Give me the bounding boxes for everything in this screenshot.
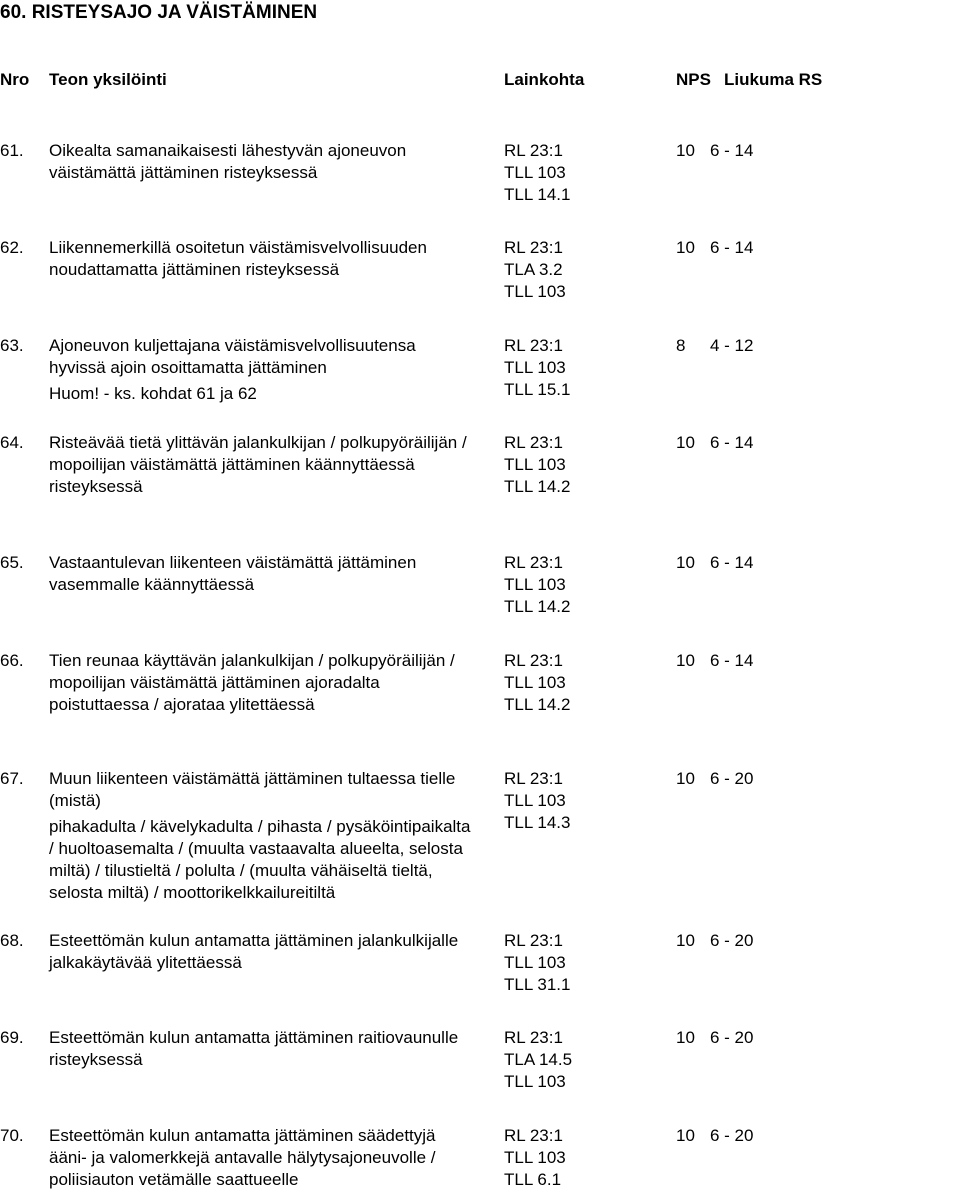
law-line: TLL 14.2 [504,695,571,714]
law-line: TLA 14.5 [504,1050,573,1069]
law-line: TLL 15.1 [504,380,571,399]
law-reference [504,1027,572,1093]
law-reference [504,335,570,401]
description-line: Esteettömän kulun antamatta jättäminen säädettyjä [49,1126,436,1145]
law-line: TLL 31.1 [504,975,571,994]
law-reference [504,650,570,716]
nps-value: 10 [676,433,695,452]
law-line: TLL 103 [504,575,566,594]
law-reference [504,237,566,303]
law-line: RL 23:1 [504,553,563,572]
law-reference [504,140,570,206]
law-reference [504,930,570,996]
law-line: TLL 14.2 [504,597,571,616]
law-reference [504,1125,566,1191]
description-line: risteyksessä [49,477,143,496]
liukuma-value: 6 - 14 [710,238,754,257]
description-line: selosta miltä) / moottorikelkkailureitiltä [49,883,336,902]
law-line: RL 23:1 [504,651,563,670]
law-line: TLA 3.2 [504,260,563,279]
description-line: hyvissä ajoin osoittamatta jättäminen [49,358,327,377]
row-number: 62. [0,238,24,257]
law-line: RL 23:1 [504,238,563,257]
description-line: Risteävää tietä ylittävän jalankulkijan / polkupyöräilijän / [49,433,467,452]
description-note: Huom! - ks. kohdat 61 ja 62 [49,384,257,403]
law-line: TLL 103 [504,358,566,377]
liukuma-value: 6 - 14 [710,141,754,160]
nps-value: 10 [676,1126,695,1145]
offense-description [49,1125,436,1191]
description-line: mopoilijan väistämättä jättäminen käännyttäessä [49,455,415,474]
header-nro: Nro [0,70,30,89]
description-line: / huoltoasemalta / (muulta vastaavalta alueelta, selosta [49,839,463,858]
liukuma-value: 6 - 20 [710,1028,754,1047]
header-teon-yksilointi: Teon yksilöinti [49,70,167,89]
nps-value: 10 [676,931,695,950]
header-nps: NPS [676,70,711,89]
nps-value: 10 [676,141,695,160]
description-line: Liikennemerkillä osoitetun väistämisvelvollisuuden [49,238,427,257]
liukuma-value: 6 - 14 [710,553,754,572]
row-number: 66. [0,651,24,670]
description-line: ääni- ja valomerkkejä antavalle hälytysajoneuvolle / [49,1148,436,1167]
nps-value: 10 [676,1028,695,1047]
row-number: 70. [0,1126,24,1145]
law-line: RL 23:1 [504,931,563,950]
page-title: 60. RISTEYSAJO JA VÄISTÄMINEN [0,2,318,23]
description-line: pihakadulta / kävelykadulta / pihasta / pysäköintipaikalta [49,817,471,836]
law-line: TLL 103 [504,455,566,474]
offense-description [49,552,416,596]
nps-value: 10 [676,553,695,572]
nps-value: 10 [676,769,695,788]
law-line: TLL 14.3 [504,813,571,832]
law-line: TLL 6.1 [504,1170,562,1189]
description-line: Vastaantulevan liikenteen väistämättä jättäminen [49,553,417,572]
offense-description [49,140,406,184]
description-line: mopoilijan väistämättä jättäminen ajoradalta [49,673,380,692]
law-line: RL 23:1 [504,1126,563,1145]
law-reference [504,432,570,498]
law-line: RL 23:1 [504,1028,563,1047]
description-line: Tien reunaa käyttävän jalankulkijan / polkupyöräilijän / [49,651,455,670]
row-number: 68. [0,931,24,950]
description-line: Esteettömän kulun antamatta jättäminen jalankulkijalle [49,931,459,950]
liukuma-value: 6 - 14 [710,433,754,452]
offense-description [49,432,467,498]
description-line: Ajoneuvon kuljettajana väistämisvelvollisuutensa [49,336,416,355]
description-line: väistämättä jättäminen risteyksessä [49,163,318,182]
row-number: 67. [0,769,24,788]
law-line: TLL 103 [504,163,566,182]
row-number: 64. [0,433,24,452]
description-line: Muun liikenteen väistämättä jättäminen tultaessa tielle [49,769,456,788]
row-number: 69. [0,1028,24,1047]
nps-value: 10 [676,238,695,257]
offense-description [49,237,427,281]
description-line: vasemmalle käännyttäessä [49,575,255,594]
liukuma-value: 6 - 20 [710,1126,754,1145]
liukuma-value: 6 - 20 [710,931,754,950]
description-line: Esteettömän kulun antamatta jättäminen raitiovaunulle [49,1028,459,1047]
description-line: poistuttaessa / ajorataa ylitettäessä [49,695,315,714]
law-line: TLL 14.1 [504,185,571,204]
row-number: 65. [0,553,24,572]
description-line: miltä) / tilustieltä / polulta / (muulta vähäiseltä tieltä, [49,861,433,880]
description-line: (mistä) [49,791,101,810]
law-line: RL 23:1 [504,769,563,788]
law-line: TLL 103 [504,953,566,972]
description-line: Oikealta samanaikaisesti lähestyvän ajoneuvon [49,141,407,160]
header-liukuma-rs: Liukuma RS [724,70,823,89]
row-number: 63. [0,336,24,355]
row-number: 61. [0,141,24,160]
liukuma-value: 6 - 14 [710,651,754,670]
description-line: risteyksessä [49,1050,143,1069]
description-line: jalkakäytävää ylitettäessä [49,953,242,972]
description-line: noudattamatta jättäminen risteyksessä [49,260,340,279]
description-line: poliisiauton vetämälle saattueelle [49,1170,299,1189]
header-lainkohta: Lainkohta [504,70,585,89]
law-line: TLL 103 [504,282,566,301]
liukuma-value: 6 - 20 [710,769,754,788]
law-line: TLL 103 [504,791,566,810]
law-line: RL 23:1 [504,141,563,160]
law-line: TLL 103 [504,673,566,692]
law-reference [504,768,570,834]
law-line: TLL 14.2 [504,477,571,496]
offense-description [49,768,470,904]
offense-description [49,1027,458,1071]
offense-description [49,930,458,974]
nps-value: 8 [676,336,686,355]
liukuma-value: 4 - 12 [710,336,754,355]
law-line: TLL 103 [504,1072,566,1091]
offense-description [49,335,416,405]
offense-description [49,650,455,716]
law-line: RL 23:1 [504,336,563,355]
law-line: TLL 103 [504,1148,566,1167]
nps-value: 10 [676,651,695,670]
law-reference [504,552,570,618]
law-line: RL 23:1 [504,433,563,452]
